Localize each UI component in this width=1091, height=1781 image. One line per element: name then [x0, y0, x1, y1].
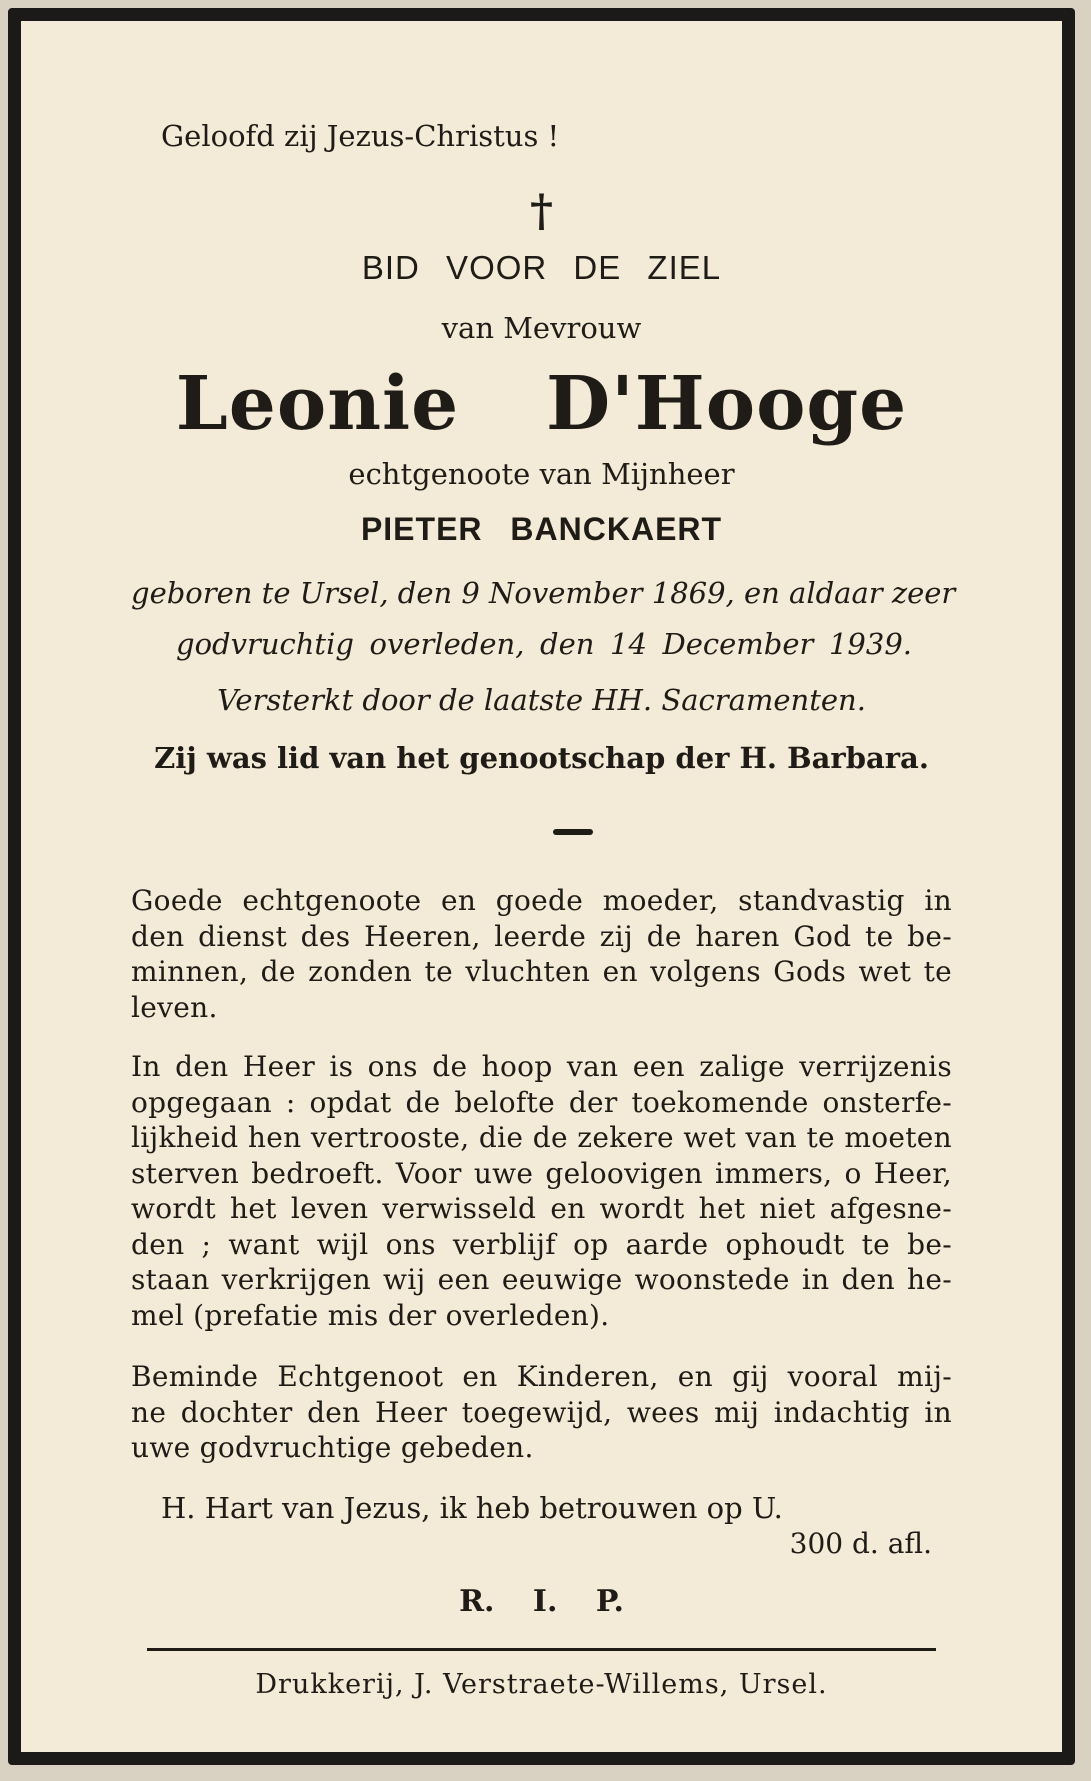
- death-line: godvruchtig overleden, den 14 December 1939.: [176, 627, 912, 661]
- memorial-card: [8, 8, 1075, 1765]
- paragraph-line: wordt het leven verwisseld en wordt het niet afgesne-: [131, 1192, 952, 1225]
- deceased-name: Leonie D'Hooge: [175, 361, 908, 447]
- paragraph-2: [131, 1049, 952, 1333]
- spouse-intro: echtgenoote van Mijnheer: [348, 457, 735, 491]
- cross-icon: †: [529, 186, 553, 237]
- paragraph-line: lijkheid hen vertrooste, die de zekere wet van te moeten: [131, 1121, 952, 1154]
- membership-line: Zij was lid van het genootschap der H. Barbara.: [154, 741, 929, 775]
- paragraph-line: minnen, de zonden te vluchten en volgens Gods wet te: [131, 955, 952, 988]
- paragraph-line: opgegaan : opdat de belofte der toekomende onsterfe-: [131, 1085, 952, 1119]
- paragraph-line: Goede echtgenoote en goede moeder, standvastig in: [131, 884, 952, 917]
- spouse-name: PIETER BANCKAERT: [360, 511, 723, 547]
- paragraph-line: leven.: [131, 990, 218, 1024]
- invocation: H. Hart van Jezus, ik heb betrouwen op U.: [161, 1491, 783, 1525]
- paragraph-line: ne dochter den Heer toegewijd, wees mij indachtig in: [131, 1395, 952, 1429]
- section-divider: [553, 829, 593, 835]
- sacraments-line: Versterkt door de laatste HH. Sacramenten.: [217, 683, 866, 717]
- prayer-heading: BID VOOR DE ZIEL: [361, 249, 722, 286]
- birth-line: geboren te Ursel, den 9 November 1869, en aldaar zeer: [131, 576, 956, 610]
- title-prefix: van Mevrouw: [441, 311, 642, 345]
- paragraph-line: uwe godvruchtige gebeden.: [131, 1431, 534, 1464]
- printer-credit: Drukkerij, J. Verstraete-Willems, Ursel.: [255, 1669, 828, 1700]
- paragraph-line: mel (prefatie mis der overleden).: [131, 1298, 610, 1332]
- paragraph-line: sterven bedroeft. Voor uwe geloovigen immers, o Heer,: [131, 1156, 952, 1190]
- paragraph-line: staan verkrijgen wij een eeuwige woonstede in den he-: [131, 1263, 952, 1296]
- paragraph-line: den dienst des Heeren, leerde zij de haren God te be-: [131, 919, 952, 953]
- card-content: [131, 21, 956, 1752]
- paragraph-3: [131, 1359, 952, 1466]
- paragraph-line: In den Heer is ons de hoop van een zalige verrijzenis: [131, 1050, 952, 1083]
- rip: R. I. P.: [459, 1584, 624, 1619]
- greeting: Geloofd zij Jezus-Christus !: [161, 119, 560, 153]
- indulgence: 300 d. afl.: [789, 1527, 932, 1560]
- paragraph-1: [131, 883, 952, 1025]
- footer-rule: [147, 1648, 936, 1651]
- paragraph-line: Beminde Echtgenoot en Kinderen, en gij vooral mij-: [131, 1360, 952, 1393]
- paragraph-line: den ; want wijl ons verblijf op aarde ophoudt te be-: [131, 1227, 952, 1261]
